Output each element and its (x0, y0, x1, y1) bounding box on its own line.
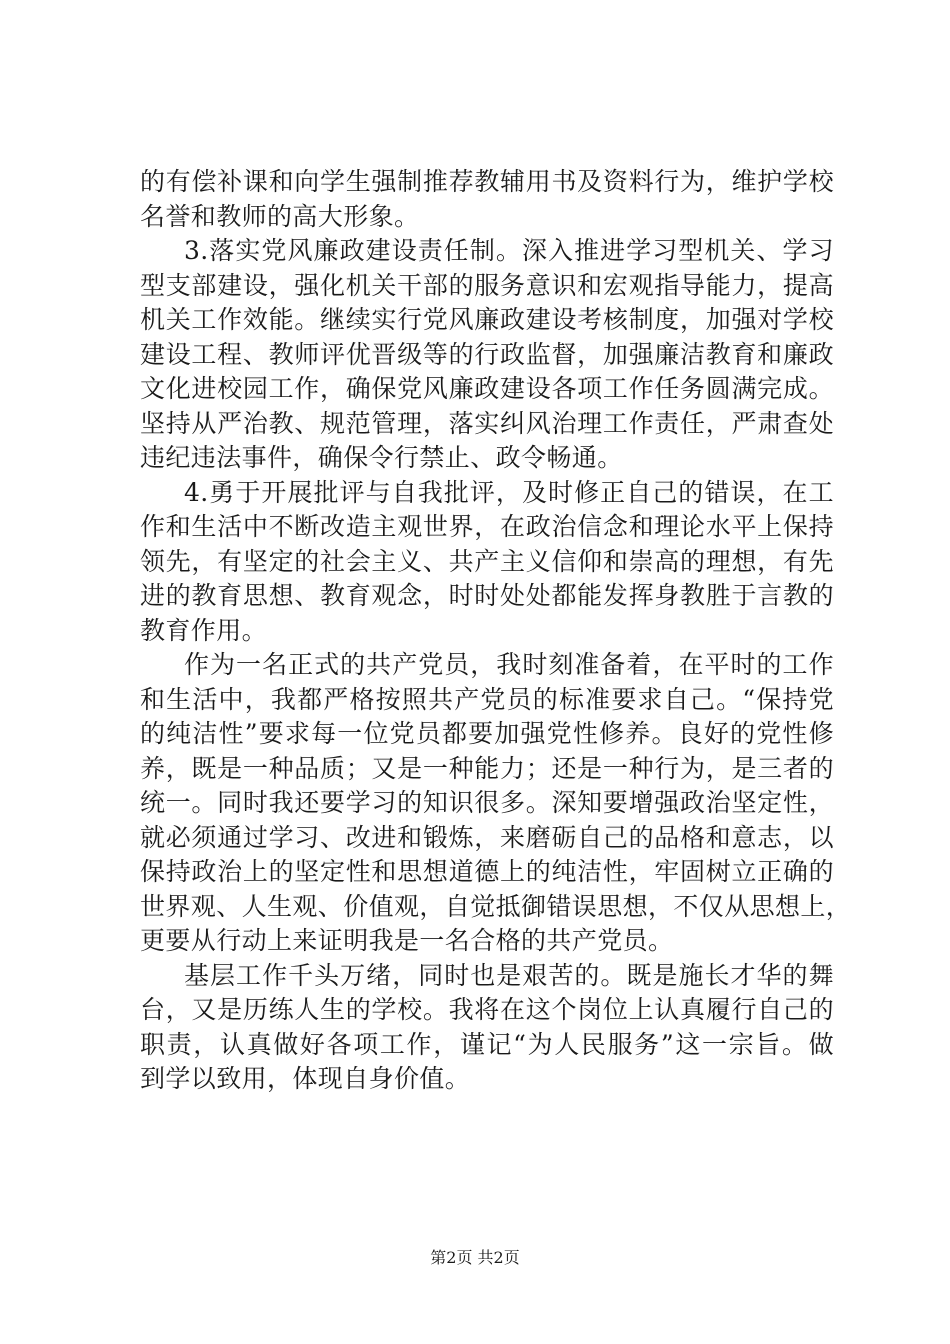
text-line: 到学以致用，体现自身价值。 (140, 1064, 471, 1093)
text-line: 型支部建设，强化机关干部的服务意识和宏观指导能力，提高 (140, 270, 834, 300)
paragraph (140, 234, 834, 476)
text-line: 违纪违法事件，确保令行禁止、政令畅通。 (140, 443, 623, 472)
text-line: 的纯洁性”要求每一位党员都要加强党性修养。良好的党性修 (140, 719, 834, 748)
text-line: 统一。同时我还要学习的知识很多。深知要增强政治坚定性， (140, 788, 834, 817)
text-line: 就必须通过学习、改进和锻炼，来磨砺自己的品格和意志，以 (140, 822, 834, 852)
text-line: 机关工作效能。继续实行党风廉政建设考核制度，加强对学校 (140, 305, 834, 334)
text-line: 更要从行动上来证明我是一名合格的共产党员。 (140, 926, 674, 955)
text-line: 基层工作千头万绪，同时也是艰苦的。既是施长才华的舞 (184, 960, 834, 990)
text-line: 保持政治上的坚定性和思想道德上的纯洁性，牢固树立正确的 (140, 857, 834, 886)
text-line: 教育作用。 (140, 615, 268, 645)
text-line: 4.勇于开展批评与自我批评，及时修正自己的错误，在工 (184, 477, 834, 507)
text-line: 领先，有坚定的社会主义、共产主义信仰和崇高的理想，有先 (140, 546, 834, 576)
text-line: 建设工程、教师评优晋级等的行政监督，加强廉洁教育和廉政 (140, 339, 834, 369)
text-line: 文化进校园工作，确保党风廉政建设各项工作任务圆满完成。 (140, 374, 834, 403)
page-footer: 第2页 共2页 (430, 1248, 520, 1267)
text-line: 的有偿补课和向学生强制推荐教辅用书及资料行为，维护学校 (140, 167, 834, 196)
text-line: 养，既是一种品质；又是一种能力；还是一种行为，是三者的 (140, 753, 834, 783)
paragraph (140, 959, 834, 1097)
paragraph (140, 476, 834, 649)
text-line: 台，又是历练人生的学校。我将在这个岗位上认真履行自己的 (140, 995, 834, 1024)
paragraph (140, 165, 834, 234)
text-line: 和生活中，我都严格按照共产党员的标准要求自己。“保持党 (140, 684, 834, 714)
text-line: 作和生活中不断改造主观世界，在政治信念和理论水平上保持 (140, 512, 834, 541)
document-body (140, 165, 852, 1097)
text-line: 职责，认真做好各项工作，谨记“为人民服务”这一宗旨。做 (140, 1029, 834, 1059)
text-line: 作为一名正式的共产党员，我时刻准备着，在平时的工作 (184, 650, 834, 679)
paragraph (140, 648, 852, 959)
text-line: 世界观、人生观、价值观，自觉抵御错误思想，不仅从思想上， (140, 891, 852, 921)
text-line: 3.落实党风廉政建设责任制。深入推进学习型机关、学习 (184, 236, 834, 265)
text-line: 进的教育思想、教育观念，时时处处都能发挥身教胜于言教的 (140, 581, 834, 610)
text-line: 坚持从严治教、规范管理，落实纠风治理工作责任，严肃查处 (140, 408, 834, 438)
text-line: 名誉和教师的高大形象。 (140, 201, 420, 231)
